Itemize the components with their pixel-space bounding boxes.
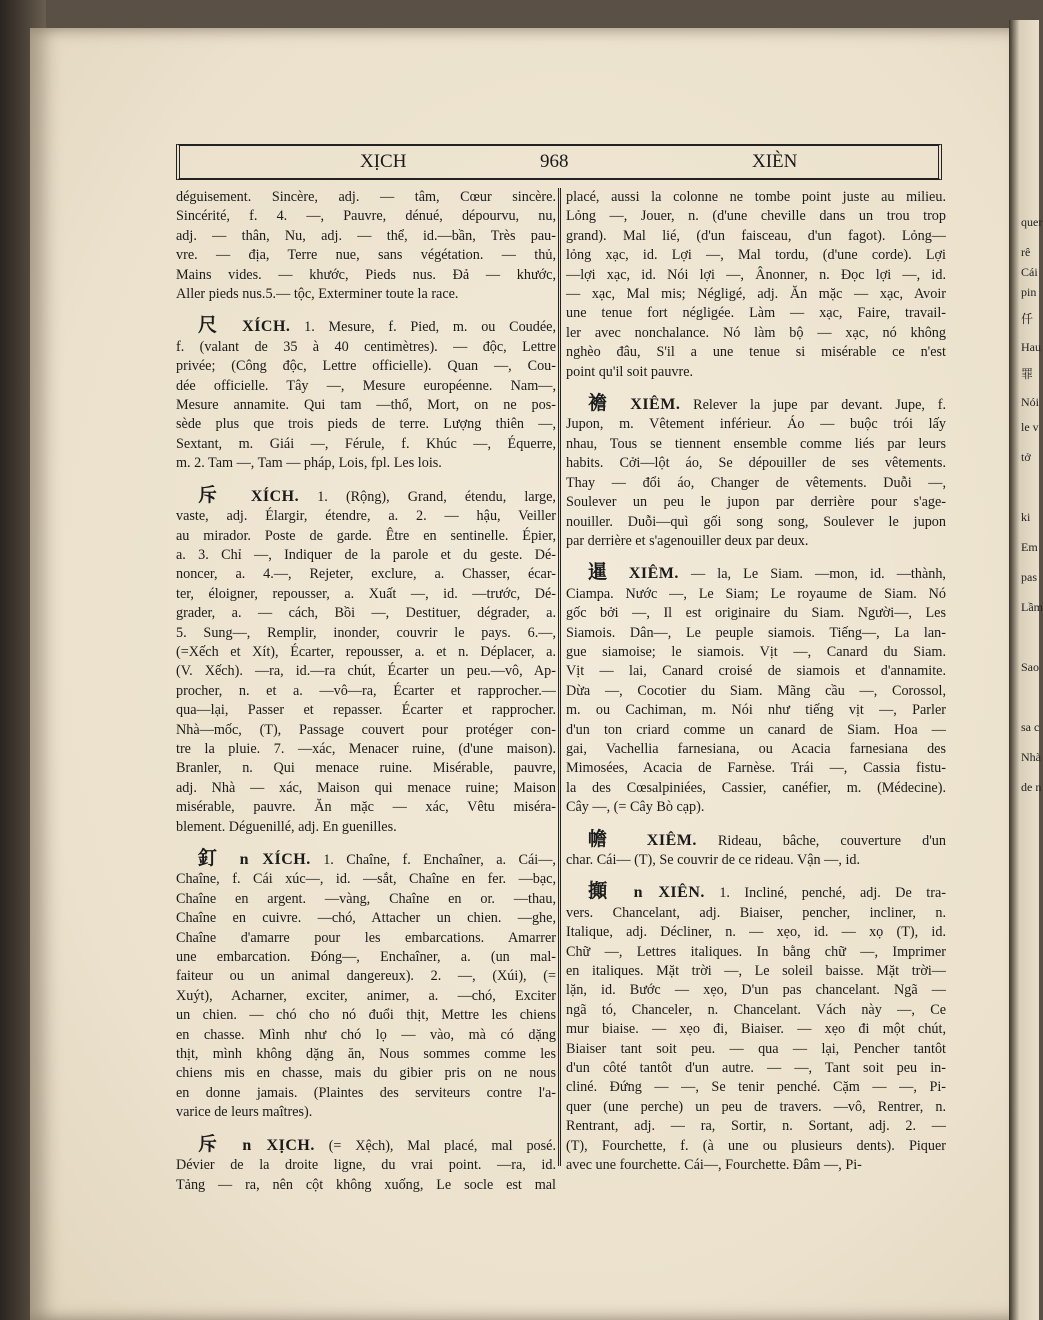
definition-text: Biaiser tant soit peu. — qua — lại, Pencher tantôt bbox=[566, 1040, 946, 1057]
text-line bbox=[566, 363, 946, 382]
definition-text: (T), Fourchette, f. (à une ou plusieurs dents). Piquer bbox=[566, 1137, 946, 1154]
text-line bbox=[566, 643, 946, 662]
definition-text: lỏng xạc, id. Lợi —, Mal tordu, (d'une corde). Lợi bbox=[566, 247, 946, 264]
definition-text: Siamois. Dân—, Le peuple siamois. Tiếng—, La lan- bbox=[566, 624, 946, 641]
definition-text: placé, aussi la colonne ne tombe point juste au milieu. bbox=[566, 189, 946, 205]
definition-text: Chữ —, Lettres italiques. In bằng chữ —, Imprimer bbox=[566, 943, 946, 960]
definition-text: par derrière et s'agenouiller deux par deux. bbox=[566, 532, 809, 549]
text-line bbox=[176, 662, 556, 681]
definition-text: une tenue fort négligée. Làm — xạc, Faire, travail- bbox=[566, 305, 946, 322]
definition-text: Branler, n. Qui menace ruine. Misérable, pauvre, bbox=[176, 760, 556, 777]
definition-text: qua—lại, Passer et repasser. Écarter et rapprocher. bbox=[176, 702, 556, 719]
headword: n XIÊN. bbox=[633, 884, 705, 902]
definition-text: — xạc, Mal mis; Négligé, adj. Ăn mặc — xạc, Avoir bbox=[566, 286, 946, 303]
definition-text: vers. Chancelant, adj. Biaiser, pencher, incliner, n. bbox=[566, 904, 946, 921]
header-right-guideword: XIÈN bbox=[752, 151, 798, 172]
definition-text: en italiques. Mặt trời —, Le soleil baisse. Mặt trời— bbox=[566, 963, 946, 980]
text-line bbox=[176, 507, 556, 526]
text-line bbox=[176, 779, 556, 798]
definition-text: nouiller. Duỗi—quì gối song song, Soulever le jupon bbox=[566, 513, 946, 530]
text-line bbox=[176, 604, 556, 623]
text-line bbox=[176, 338, 556, 357]
text-line bbox=[566, 682, 946, 701]
definition-text: chiens mis en chasse, mais du gibier pris on ne nous bbox=[176, 1065, 556, 1082]
definition-text: Sincérité, f. 4. —, Pauvre, dénué, dépourvu, nu, bbox=[176, 208, 556, 225]
text-line bbox=[566, 474, 946, 493]
definition-text: varice de leurs maîtres). bbox=[176, 1104, 313, 1121]
facing-page-fragment: sa c bbox=[1021, 720, 1040, 734]
text-line bbox=[176, 909, 556, 928]
entry-headword-line bbox=[566, 394, 946, 415]
definition-text: Rideau, bâche, couverture d'un bbox=[696, 832, 946, 849]
text-line bbox=[566, 662, 946, 681]
text-line bbox=[176, 987, 556, 1006]
definition-text: m. ou Cachiman, m. Nói như tiếng vịt —, Parler bbox=[566, 702, 946, 719]
text-line bbox=[176, 246, 556, 265]
text-line bbox=[566, 493, 946, 512]
definition-text: Italique, adj. Décliner, n. — xẹo, id. — xọ (T), id. bbox=[566, 924, 946, 941]
headword: n XỊCH. bbox=[242, 1136, 315, 1154]
text-line bbox=[176, 1176, 556, 1195]
text-line bbox=[176, 721, 556, 740]
text-line bbox=[566, 1156, 946, 1175]
definition-text: déguisement. Sincère, adj. — tâm, Cœur sincère. bbox=[176, 189, 556, 205]
definition-text: faiteur ou un animal dangereux). 2. —, (Xúi), (= bbox=[176, 968, 556, 985]
text-line bbox=[566, 266, 946, 285]
facing-page-fragment: Nhà bbox=[1021, 750, 1041, 764]
definition-text: Mesure annamite. Qui tam —thổ, Mort, on ne pos- bbox=[176, 397, 556, 414]
definition-text: (V. Xếch). —ra, id.—ra chút, Écarter un peu.—vô, Ap- bbox=[176, 663, 556, 680]
definition-text: Dévier de la droite ligne, du vrai point. —ra, id. bbox=[176, 1157, 556, 1174]
definition-text: mur biaise. — xẹo đi, Biaiser. — xẹo đi một chút, bbox=[566, 1021, 946, 1038]
text-line bbox=[176, 1006, 556, 1025]
text-line bbox=[176, 759, 556, 778]
text-line bbox=[176, 1064, 556, 1083]
text-line bbox=[566, 1117, 946, 1136]
text-line bbox=[176, 818, 556, 837]
text-line bbox=[566, 604, 946, 623]
text-line bbox=[566, 798, 946, 817]
definition-text: tre la pluie. 7. —xác, Menacer ruine, (d'une maison). bbox=[176, 740, 556, 757]
definition-text: gue siamoise; le siamois. Vịt —, Canard du Siam. bbox=[566, 643, 946, 660]
text-line bbox=[566, 740, 946, 759]
definition-text: d'un côté tantôt d'un autre. — —, Tant soit peu in- bbox=[566, 1060, 946, 1077]
entry-headword-line bbox=[566, 882, 946, 903]
definition-text: a. 3. Chỉ —, Indiquer de la parole et du geste. Dé- bbox=[176, 546, 556, 563]
definition-text: procher, n. et a. —vô—ra, Écarter et rapprocher.— bbox=[176, 682, 556, 699]
chinese-character: 暹 bbox=[588, 562, 629, 584]
text-line bbox=[176, 435, 556, 454]
definition-text: d'un ton criard comme un canard de Siam. Hoa — bbox=[566, 721, 946, 738]
text-line bbox=[176, 643, 556, 662]
text-line bbox=[566, 585, 946, 604]
headword: XIÊM. bbox=[630, 396, 681, 414]
text-line bbox=[566, 246, 946, 265]
definition-text: nghèo đâu, S'il a une tenue si misérable ce n'est bbox=[566, 344, 946, 361]
definition-text: adj. — thân, Nu, adj. — thể, id.—bần, Très pau- bbox=[176, 227, 556, 244]
headword: XIÊM. bbox=[646, 831, 697, 849]
text-line bbox=[176, 1026, 556, 1045]
definition-text: grand). Mal lié, (d'un faisceau, d'un fagot). Lỏng— bbox=[566, 227, 946, 244]
definition-text: ter, éloigner, repousser, a. Xuất —, id. —trước, Dé- bbox=[176, 585, 556, 602]
text-line bbox=[566, 701, 946, 720]
text-line bbox=[566, 285, 946, 304]
definition-text: Chaîne, f. Cái xúc—, id. —sắt, Chaîne en fer. —bạc, bbox=[176, 871, 556, 888]
left-column bbox=[176, 188, 556, 1193]
text-line bbox=[566, 1020, 946, 1039]
text-line bbox=[566, 532, 946, 551]
entry-headword-line bbox=[176, 1135, 556, 1156]
facing-page-fragment: pas bbox=[1021, 570, 1037, 584]
facing-page-fragment: pin bbox=[1021, 285, 1037, 299]
definition-text: vre. — địa, Terre nue, sans végétation. — thủ, bbox=[176, 247, 556, 264]
text-line bbox=[566, 227, 946, 246]
facing-page-fragment: tở bbox=[1021, 450, 1031, 464]
headword: n XÍCH. bbox=[239, 851, 311, 868]
text-line bbox=[566, 1078, 946, 1097]
definition-text: Mimosées, Acacia de Farnèse. Trái —, Cassia fistu- bbox=[566, 760, 946, 777]
definition-text: quer (une perche) un peu de travers. —vô, Rentrer, n. bbox=[566, 1098, 946, 1115]
definition-text: Nhà—mốc, (T), Passage couvert pour protéger con- bbox=[176, 721, 556, 738]
right-column bbox=[566, 188, 946, 1174]
text-line bbox=[176, 624, 556, 643]
definition-text: Lỏng —, Jouer, n. (d'une cheville dans un trou trop bbox=[566, 208, 946, 225]
definition-text: une embarcation. Đóng—, Enchaîner, a. (un mal- bbox=[176, 949, 556, 966]
text-line bbox=[566, 415, 946, 434]
text-line bbox=[176, 1156, 556, 1175]
definition-text: Chaîne d'amarre pour les embarcations. Amarrer bbox=[176, 929, 556, 946]
text-line bbox=[566, 188, 946, 207]
text-line bbox=[566, 779, 946, 798]
definition-text: Chaîne en argent. —vàng, Chaîne en or. —thau, bbox=[176, 890, 556, 907]
definition-text: sède plus que trois pieds de terre. Lượng thiên —, bbox=[176, 416, 556, 433]
definition-text: f. (valant de 35 à 40 centimètres). — độc, Lettre bbox=[176, 338, 556, 355]
text-line bbox=[176, 890, 556, 909]
facing-page-fragment: 罪 bbox=[1021, 367, 1034, 381]
text-line bbox=[176, 227, 556, 246]
text-line bbox=[566, 435, 946, 454]
definition-text: — la, Le Siam. —mon, id. —thành, bbox=[678, 566, 946, 583]
definition-text: m. 2. Tam —, Tam — pháp, Lois, fpl. Les lois. bbox=[176, 455, 442, 472]
text-line bbox=[566, 904, 946, 923]
definition-text: Chaîne en cuivre. —chó, Attacher un chien. —ghe, bbox=[176, 910, 556, 927]
text-line bbox=[176, 377, 556, 396]
facing-page-fragment: quer bbox=[1021, 215, 1043, 229]
definition-text: Aller pieds nus.5.— tộc, Exterminer toute la race. bbox=[176, 286, 459, 303]
text-line bbox=[566, 304, 946, 323]
definition-text: ngã tó, Chanceler, n. Chancelant. Vách này —, Ce bbox=[566, 1001, 946, 1018]
text-line bbox=[566, 981, 946, 1000]
definition-text: blement. Déguenillé, adj. En guenilles. bbox=[176, 818, 397, 835]
text-line bbox=[566, 1040, 946, 1059]
definition-text: grader, a. — cách, Bồi —, Destituer, dégrader, a. bbox=[176, 605, 556, 622]
facing-page-fragment: ki bbox=[1021, 510, 1031, 524]
definition-text: Mains vides. — khước, Pieds nus. Đả — khước, bbox=[176, 266, 556, 283]
definition-text: adj. Nhà — xác, Maison qui menace ruine; Maison bbox=[176, 779, 556, 796]
facing-page-fragment: Nói bbox=[1021, 395, 1039, 409]
definition-text: Dừa —, Cocotier du Siam. Mãng cầu —, Corossol, bbox=[566, 682, 946, 699]
facing-page-fragment: Sao bbox=[1021, 660, 1039, 674]
text-line bbox=[176, 266, 556, 285]
text-line bbox=[176, 546, 556, 565]
facing-page-fragment: Em bbox=[1021, 540, 1038, 554]
text-line bbox=[176, 527, 556, 546]
entry-headword-line bbox=[176, 849, 556, 870]
definition-text: gốc bởi —, Il est originaire du Siam. Người—, Les bbox=[566, 605, 946, 622]
definition-text: nhau, Tous se tiennent ensemble comme liés par leurs bbox=[566, 435, 946, 452]
text-line bbox=[566, 1137, 946, 1156]
text-line bbox=[176, 929, 556, 948]
facing-page-fragment: le v bbox=[1021, 420, 1039, 434]
definition-text: Sextant, m. Giái —, Férule, f. Khúc —, Équerre, bbox=[176, 435, 556, 452]
facing-page-fragment: Lầm bbox=[1021, 600, 1043, 614]
definition-text: Jupon, m. Vêtement inférieur. Áo — buộc trói lấy bbox=[566, 416, 946, 433]
definition-text: Tảng — ra, nên cột không xuống, Le socle est mal bbox=[176, 1176, 556, 1193]
text-line bbox=[176, 1103, 556, 1122]
entry-headword-line bbox=[566, 830, 946, 851]
definition-text: lặn, id. Bước — xẹo, D'un pas chancelant. Ngã — bbox=[566, 982, 946, 999]
text-line bbox=[566, 721, 946, 740]
chinese-character: 幨 bbox=[588, 828, 647, 850]
text-line bbox=[176, 396, 556, 415]
definition-text: (= Xệch), Mal placé, mal posé. bbox=[314, 1137, 556, 1154]
definition-text: au mirador. Poste de garde. Être en sentinelle. Épier, bbox=[176, 527, 556, 544]
text-line bbox=[566, 624, 946, 643]
text-line bbox=[566, 343, 946, 362]
definition-text: en chasse. Mình như chó lọ — vào, mà có dặng bbox=[176, 1026, 556, 1043]
facing-page-fragment: rê bbox=[1021, 245, 1031, 259]
text-line bbox=[176, 701, 556, 720]
definition-text: Xuýt), Acharner, exciter, animer, a. —chó, Exciter bbox=[176, 987, 556, 1004]
definition-text: Relever la jupe par devant. Jupe, f. bbox=[680, 397, 946, 414]
definition-text: la des Cœsalpiniées, Cassier, canéfier, m. (Médecine). bbox=[566, 779, 946, 796]
definition-text: gai, Vachellia farnesiana, ou Acacia farnesiana des bbox=[566, 740, 946, 757]
text-line bbox=[176, 357, 556, 376]
definition-text: avec une fourchette. Cái—, Fourchette. Đâm —, Pi- bbox=[566, 1157, 862, 1174]
text-line bbox=[176, 415, 556, 434]
text-line bbox=[176, 1084, 556, 1103]
text-line bbox=[566, 943, 946, 962]
running-header bbox=[176, 144, 942, 180]
definition-text: privée; (Công độc, Lettre officielle). Quan —, Cou- bbox=[176, 358, 556, 375]
definition-text: 1. (Rộng), Grand, étendu, large, bbox=[299, 488, 556, 505]
text-line bbox=[566, 962, 946, 981]
text-line bbox=[566, 324, 946, 343]
facing-page-fragment: de n bbox=[1021, 780, 1042, 794]
definition-text: ler avec nonchalance. Nó làm bộ — xạc, nó không bbox=[566, 324, 946, 341]
entry-headword-line bbox=[176, 486, 556, 507]
page-number: 968 bbox=[540, 151, 569, 172]
text-line bbox=[176, 454, 556, 473]
text-line bbox=[566, 851, 946, 870]
definition-text: Thay — đổi áo, Changer de vêtements. Duỗi —, bbox=[566, 474, 946, 491]
text-line bbox=[176, 188, 556, 207]
definition-text: vaste, adj. Élargir, étendre, a. 2. — hậu, Veiller bbox=[176, 508, 556, 525]
definition-text: thịt, mình không dặng ăn, Nous sommes comme les bbox=[176, 1046, 556, 1063]
definition-text: un chien. — chó cho nó đuổi thịt, Mettre les chiens bbox=[176, 1007, 556, 1024]
text-line bbox=[566, 1098, 946, 1117]
headword: XIÊM. bbox=[628, 565, 679, 583]
facing-page-edge bbox=[1009, 20, 1043, 1320]
definition-text: char. Cái— (T), Se couvrir de ce rideau. Vận —, id. bbox=[566, 852, 861, 868]
text-line bbox=[176, 565, 556, 584]
text-line bbox=[176, 585, 556, 604]
text-line bbox=[566, 1001, 946, 1020]
definition-text: en donne jamais. (Plaintes des serviteurs contre l'a- bbox=[176, 1084, 556, 1101]
text-line bbox=[176, 740, 556, 759]
definition-text: Rentrant, adj. — ra, Sortir, n. Sortant, adj. 2. — bbox=[566, 1118, 946, 1135]
definition-text: 1. Incliné, penché, adj. De tra- bbox=[704, 885, 946, 902]
text-line bbox=[566, 923, 946, 942]
definition-text: —lợi xạc, id. Nói lợi —, Ânonner, n. Đọc lợi —, id. bbox=[566, 266, 946, 283]
text-line bbox=[176, 967, 556, 986]
definition-text: habits. Cởi—lột áo, Se dépouiller de ses vêtements. bbox=[566, 455, 946, 472]
definition-text: dée officielle. Tây —, Mesure européenne. Nam—, bbox=[176, 377, 556, 394]
definition-text: 5. Sung—, Remplir, inonder, couvrir le pays. 6.—, bbox=[176, 624, 556, 641]
definition-text: point qu'il soit pauvre. bbox=[566, 363, 694, 380]
definition-text: Vịt — lai, Canard croisé de siamois et d'annamite. bbox=[566, 663, 946, 680]
definition-text: Ciampa. Nước —, Le Siam; Le royaume de Siam. Nó bbox=[566, 585, 946, 602]
definition-text: cliné. Đứng — —, Se tenir penché. Cặm — —, Pi- bbox=[566, 1079, 946, 1096]
text-line bbox=[176, 870, 556, 889]
definition-text: misérable, pauvre. Ăn mặc — xác, Vêtu miséra- bbox=[176, 799, 556, 816]
chinese-character: 斥 bbox=[198, 484, 251, 506]
headword: XÍCH. bbox=[242, 318, 291, 336]
chinese-character: 釘 bbox=[198, 848, 240, 869]
text-line bbox=[566, 454, 946, 473]
definition-text: 1. Chaîne, f. Enchaîner, a. Cái—, bbox=[310, 852, 556, 868]
chinese-character: 襜 bbox=[588, 393, 631, 415]
chinese-character: 攧 bbox=[588, 881, 634, 903]
chinese-character: 斥 bbox=[198, 1133, 243, 1155]
header-left-guideword: XỊCH bbox=[360, 151, 407, 172]
facing-page-fragment: Cái bbox=[1021, 265, 1038, 279]
definition-text: noncer, a. 4.—, Rejeter, exclure, a. Chasser, écar- bbox=[176, 566, 556, 583]
headword: XÍCH. bbox=[250, 487, 300, 505]
text-line bbox=[566, 513, 946, 532]
text-line bbox=[566, 207, 946, 226]
definition-text: Cây —, (= Cây Bò cạp). bbox=[566, 799, 705, 816]
definition-text: Soulever un peu le jupon par derrière pour s'age- bbox=[566, 494, 946, 511]
entry-headword-line bbox=[566, 563, 946, 584]
definition-text: (=Xếch et Xít), Écarter, repousser, a. et n. Déplacer, a. bbox=[176, 643, 556, 660]
chinese-character: 尺 bbox=[198, 315, 243, 337]
text-line bbox=[566, 759, 946, 778]
text-line bbox=[176, 798, 556, 817]
text-line bbox=[176, 1045, 556, 1064]
column-divider bbox=[558, 188, 561, 1166]
facing-page-fragment: 仟 bbox=[1021, 312, 1034, 326]
text-line bbox=[176, 207, 556, 226]
definition-text: 1. Mesure, f. Pied, m. ou Coudée, bbox=[290, 319, 556, 336]
text-line bbox=[176, 285, 556, 304]
text-line bbox=[566, 1059, 946, 1078]
facing-page-fragment: Hau bbox=[1021, 340, 1041, 354]
text-line bbox=[176, 682, 556, 701]
entry-headword-line bbox=[176, 316, 556, 337]
text-line bbox=[176, 948, 556, 967]
